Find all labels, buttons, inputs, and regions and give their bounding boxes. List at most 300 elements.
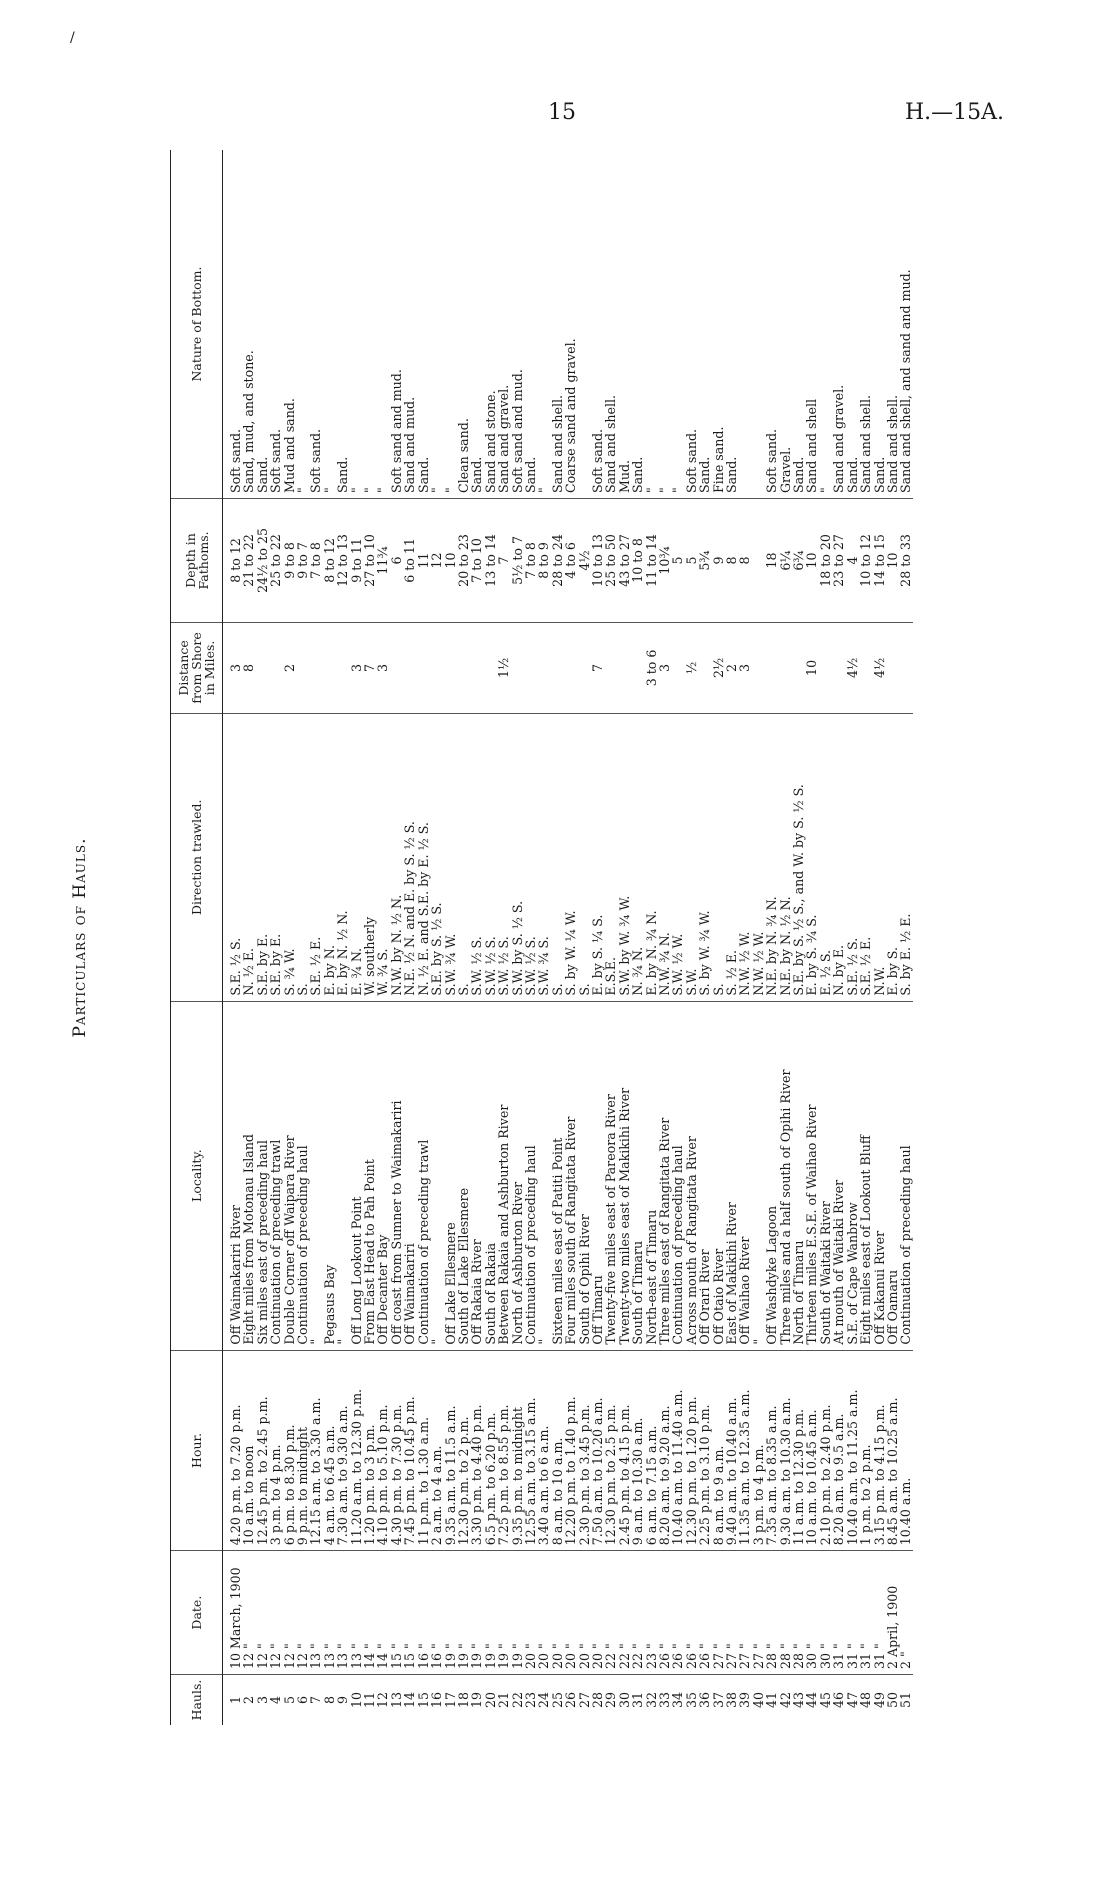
cell-date: 31 " <box>859 1551 872 1675</box>
cell-direction: S. ¾ W. <box>283 713 296 1001</box>
cell-depth: 4 <box>846 499 859 623</box>
cell-bottom: " <box>323 150 336 499</box>
cell-distance <box>537 622 550 713</box>
cell-locality: Across mouth of Rangitata River <box>685 1001 698 1350</box>
cell-locality: Eight miles east of Lookout Bluff <box>859 1001 872 1350</box>
cell-hour: 9.30 a.m. to 10.30 a.m. <box>779 1350 792 1551</box>
cell-bottom: Sand. <box>631 150 644 499</box>
cell-haul: 19 <box>469 1692 485 1709</box>
cell-direction: S.W. ½ S. <box>484 713 497 1001</box>
table-row <box>631 150 644 1725</box>
header-hour: Hour. <box>171 1350 223 1551</box>
cell-distance <box>765 622 778 713</box>
cell-hour: 7.25 p.m. to 8.55 p.m. <box>497 1350 510 1551</box>
cell-direction: S. ½ E. <box>725 713 738 1001</box>
cell-date: 2 April, 1900 <box>886 1551 899 1675</box>
cell-hour: 9.40 a.m. to 10.40 a.m. <box>725 1350 738 1551</box>
cell-direction: N.W. <box>873 713 886 1001</box>
table-row <box>403 150 416 1725</box>
table-row <box>323 150 336 1725</box>
cell-bottom: Soft sand and mud. <box>511 150 524 499</box>
cell-depth: 12 <box>430 499 443 623</box>
cell-date: 27 " <box>725 1551 738 1675</box>
cell-bottom: " <box>645 150 658 499</box>
rotated-table-container <box>70 150 1020 1725</box>
cell-distance: 3 <box>350 622 363 713</box>
cell-distance <box>269 622 282 713</box>
cell-haul: 45 <box>817 1692 833 1709</box>
cell-depth: 24½ to 25 <box>256 499 269 623</box>
table-row <box>604 150 617 1725</box>
cell-bottom: Sand, mud, and stone. <box>242 150 255 499</box>
cell-bottom: Sand and stone. <box>484 150 497 499</box>
cell-depth: 8 to 12 <box>223 499 243 623</box>
cell-locality: Continuation of preceding trawl <box>269 1001 282 1350</box>
cell-distance <box>470 622 483 713</box>
cell-distance <box>256 622 269 713</box>
cell-bottom: Soft sand. <box>269 150 282 499</box>
cell-haul: 6 <box>295 1696 311 1705</box>
cell-bottom <box>752 150 765 499</box>
cell-distance <box>430 622 443 713</box>
cell-haul: 3 <box>254 1696 270 1705</box>
cell-hour: 11 a.m. to 12.30 p.m. <box>792 1350 805 1551</box>
cell-bottom: Soft sand. <box>223 150 243 499</box>
table-row <box>363 150 376 1725</box>
cell-hour: 4.20 p.m. to 7.20 p.m. <box>223 1350 243 1551</box>
cell-distance <box>618 622 631 713</box>
cell-date: 27 " <box>738 1551 751 1675</box>
cell-hour: 3.15 p.m. to 4.15 p.m. <box>873 1350 886 1551</box>
cell-direction: W. ¾ S. <box>376 713 389 1001</box>
cell-depth: 4½ <box>578 499 591 623</box>
cell-depth: 6 to 11 <box>403 499 416 623</box>
cell-bottom: " <box>671 150 684 499</box>
cell-bottom: Sand. <box>417 150 430 499</box>
cell-haul: 11 <box>362 1692 378 1709</box>
cell-haul: 33 <box>657 1692 672 1709</box>
cell-haul: 46 <box>831 1692 847 1709</box>
cell-bottom: Mud and sand. <box>283 150 296 499</box>
cell-distance: 2½ <box>712 622 725 713</box>
cell-hour: 12.45 p.m. to 2.45 p.m. <box>256 1350 269 1551</box>
cell-haul: 40 <box>750 1692 766 1709</box>
cell-bottom: Soft sand and mud. <box>390 150 403 499</box>
cell-direction: S.W. by S. ½ S. <box>511 713 524 1001</box>
cell-date: 12 " <box>269 1551 282 1675</box>
cell-distance <box>309 622 322 713</box>
cell-bottom: Sand. <box>725 150 738 499</box>
cell-locality: Off Decanter Bay <box>376 1001 389 1350</box>
cell-bottom: Soft sand. <box>591 150 604 499</box>
table-row <box>511 150 524 1725</box>
cell-bottom: " <box>444 150 457 499</box>
cell-locality: " <box>430 1001 443 1350</box>
table-row <box>752 150 765 1725</box>
cell-hour: 7.35 a.m. to 8.35 a.m. <box>765 1350 778 1551</box>
cell-bottom: Soft sand. <box>765 150 778 499</box>
table-row <box>765 150 778 1725</box>
cell-hour: 10.40 a.m. to 11.40 a.m. <box>671 1350 684 1551</box>
cell-hour: 4.10 p.m. to 5.10 p.m. <box>376 1350 389 1551</box>
cell-distance <box>323 622 336 713</box>
table-row <box>564 150 577 1725</box>
cell-hour: 11.35 a.m. to 12.35 a.m. <box>738 1350 751 1551</box>
cell-direction: S.W. <box>685 713 698 1001</box>
table-row <box>417 150 430 1725</box>
cell-direction: N.E. by N. ½ N. <box>779 713 792 1001</box>
cell-date: 31 " <box>832 1551 845 1675</box>
cell-depth: 14 to 15 <box>873 499 886 623</box>
cell-haul: 1 <box>228 1696 243 1705</box>
cell-haul: 31 <box>630 1692 646 1709</box>
cell-bottom <box>738 150 751 499</box>
cell-direction: S.W. ½ W. <box>671 713 684 1001</box>
cell-direction: S.W. ¾ W. <box>444 713 457 1001</box>
cell-distance <box>752 622 765 713</box>
cell-locality: Off Kakanui River <box>873 1001 886 1350</box>
cell-bottom: " <box>296 150 309 499</box>
table-row <box>859 150 872 1725</box>
cell-bottom: Sand and shell, and sand and mud. <box>899 150 912 499</box>
cell-bottom: Sand. <box>792 150 805 499</box>
header-bottom: Nature of Bottom. <box>171 150 223 499</box>
cell-depth: 4 to 6 <box>564 499 577 623</box>
cell-distance: 3 <box>658 622 671 713</box>
cell-date: 12 " <box>283 1551 296 1675</box>
cell-date: 26 " <box>658 1551 671 1675</box>
cell-bottom: Sand. <box>470 150 483 499</box>
cell-hour: 12.20 p.m. to 1.40 p.m. <box>564 1350 577 1551</box>
cell-date: 31 " <box>846 1551 859 1675</box>
cell-locality: Off Long Lookout Point <box>350 1001 363 1350</box>
cell-bottom: Sand and gravel. <box>497 150 510 499</box>
cell-date: 13 " <box>336 1551 349 1675</box>
cell-direction: N.W. ½ W. <box>752 713 765 1001</box>
cell-haul: 42 <box>777 1692 793 1709</box>
cell-haul: 13 <box>388 1692 404 1709</box>
header-haul: Hauls. <box>171 1675 223 1725</box>
cell-hour: 8.20 a.m. to 9.20 a.m. <box>658 1350 671 1551</box>
cell-haul: 7 <box>308 1696 324 1705</box>
cell-haul: 15 <box>415 1692 431 1709</box>
cell-locality: Off Timaru <box>591 1001 604 1350</box>
cell-haul: 10 <box>348 1692 364 1709</box>
cell-locality: Off Waimakariri <box>403 1001 416 1350</box>
table-row <box>578 150 591 1725</box>
cell-bottom: " <box>430 150 443 499</box>
cell-depth: 5½ to 7 <box>511 499 524 623</box>
cell-locality: Three miles east of Rangitata River <box>658 1001 671 1350</box>
cell-hour: 2.25 p.m. to 3.10 p.m. <box>698 1350 711 1551</box>
cell-direction: W. southerly <box>363 713 376 1001</box>
cell-direction: S. <box>551 713 564 1001</box>
cell-haul: 51 <box>898 1692 914 1709</box>
cell-hour: 12.30 p.m. to 2.5 p.m. <box>604 1350 617 1551</box>
cell-date: 16 " <box>417 1551 430 1675</box>
cell-depth: 28 to 33 <box>899 499 912 623</box>
cell-direction: E. by S. ¾ S. <box>805 713 818 1001</box>
table-title: Particulars of Hauls. <box>70 837 90 1038</box>
cell-date: 12 " <box>256 1551 269 1675</box>
cell-date: 27 " <box>752 1551 765 1675</box>
cell-bottom: " <box>819 150 832 499</box>
table-row <box>430 150 443 1725</box>
cell-locality: Off Waimakariri River <box>223 1001 243 1350</box>
table-row <box>269 150 282 1725</box>
cell-direction: N.E. ½ N. and E. by S. ½ S. <box>403 713 416 1001</box>
cell-date: 31 " <box>873 1551 886 1675</box>
cell-hour: 3 p.m. to 4 p.m. <box>752 1350 765 1551</box>
cell-depth: 8 <box>738 499 751 623</box>
cell-distance: 2 <box>725 622 738 713</box>
cell-date: 10 March, 1900 <box>223 1551 243 1675</box>
cell-date: 20 " <box>551 1551 564 1675</box>
cell-date: 27 " <box>712 1551 725 1675</box>
cell-bottom: Sand. <box>256 150 269 499</box>
cell-distance <box>631 622 644 713</box>
cell-distance: 7 <box>591 622 604 713</box>
cell-direction: E. by N. <box>323 713 336 1001</box>
cell-direction: N. ¾ N. <box>631 713 644 1001</box>
cell-depth: 9 to 7 <box>296 499 309 623</box>
cell-bottom: Clean sand. <box>457 150 470 499</box>
cell-depth: 8 to 12 <box>323 499 336 623</box>
cell-distance <box>832 622 845 713</box>
cell-depth: 7 to 10 <box>470 499 483 623</box>
cell-hour: 9 a.m. to 10.30 a.m. <box>631 1350 644 1551</box>
table-row <box>457 150 470 1725</box>
cell-date: 14 " <box>376 1551 389 1675</box>
cell-hour: 2.45 p.m. to 4.15 p.m. <box>618 1350 631 1551</box>
cell-haul: 5 <box>281 1696 297 1705</box>
cell-direction: S. <box>296 713 309 1001</box>
cell-date: 2 " <box>899 1551 912 1675</box>
cell-direction: S.E. by S. ½ S., and W. by S. ½ S. <box>792 713 805 1001</box>
cell-hour: 1.20 p.m. to 3 p.m. <box>363 1350 376 1551</box>
cell-depth: 9 to 8 <box>283 499 296 623</box>
cell-date: 19 " <box>484 1551 497 1675</box>
cell-depth: 18 <box>765 499 778 623</box>
cell-bottom: Sand and shell. <box>551 150 564 499</box>
cell-haul: 4 <box>268 1696 284 1705</box>
cell-locality: Eight miles from Motonau Island <box>242 1001 255 1350</box>
cell-direction: S.E. by S. ½ S. <box>430 713 443 1001</box>
cell-bottom: Sand and gravel. <box>832 150 845 499</box>
cell-distance <box>444 622 457 713</box>
cell-hour: 10 a.m. to 10.45 a.m. <box>805 1350 818 1551</box>
table-row <box>223 150 243 1725</box>
cell-date: 15 " <box>403 1551 416 1675</box>
cell-date: 20 " <box>537 1551 550 1675</box>
cell-locality: " <box>336 1001 349 1350</box>
cell-locality: Off Otaio River <box>712 1001 725 1350</box>
cell-depth: 6¾ <box>792 499 805 623</box>
cell-haul: 29 <box>603 1692 619 1709</box>
cell-distance <box>899 622 912 713</box>
cell-date: 20 " <box>578 1551 591 1675</box>
cell-direction: S.W. ½ S. <box>470 713 483 1001</box>
cell-haul: 38 <box>724 1692 740 1709</box>
cell-bottom: Sand. <box>524 150 537 499</box>
cell-locality: South of Rakaia <box>484 1001 497 1350</box>
cell-date: 16 " <box>430 1551 443 1675</box>
table-row <box>309 150 322 1725</box>
cell-hour: 12.15 a.m. to 3.30 a.m. <box>309 1350 322 1551</box>
cell-haul: 41 <box>764 1692 780 1709</box>
cell-depth: 7 to 8 <box>524 499 537 623</box>
cell-depth: 20 to 23 <box>457 499 470 623</box>
cell-haul: 26 <box>563 1692 579 1709</box>
cell-distance: 4½ <box>846 622 859 713</box>
cell-locality: South of Timaru <box>631 1001 644 1350</box>
cell-depth: 23 to 27 <box>832 499 845 623</box>
cell-hour: 9.35 a.m. to 11.5 a.m. <box>444 1350 457 1551</box>
header-row <box>171 150 223 1725</box>
cell-distance: 3 <box>738 622 751 713</box>
cell-distance <box>390 622 403 713</box>
table-row <box>591 150 604 1725</box>
cell-depth: 11¾ <box>376 499 389 623</box>
cell-date: 19 " <box>511 1551 524 1675</box>
table-row <box>444 150 457 1725</box>
cell-distance <box>484 622 497 713</box>
cell-direction: S.E. ½ S. <box>223 713 243 1001</box>
cell-depth: 11 <box>417 499 430 623</box>
cell-distance: 2 <box>283 622 296 713</box>
cell-distance <box>819 622 832 713</box>
cell-direction: S.W. ½ S. <box>524 713 537 1001</box>
cell-hour: 8.20 a.m. to 9.5 a.m. <box>832 1350 845 1551</box>
cell-depth: 25 to 22 <box>269 499 282 623</box>
cell-distance: 3 <box>376 622 389 713</box>
cell-direction: N.W. ½ W. <box>738 713 751 1001</box>
table-row <box>671 150 684 1725</box>
cell-date: 13 " <box>309 1551 322 1675</box>
cell-depth: 10 to 13 <box>591 499 604 623</box>
cell-haul: 36 <box>697 1692 713 1709</box>
table-row <box>524 150 537 1725</box>
table-row <box>886 150 899 1725</box>
cell-distance <box>792 622 805 713</box>
cell-direction: S.E. ½ E. <box>859 713 872 1001</box>
cell-distance <box>698 622 711 713</box>
cell-haul: 14 <box>402 1692 418 1709</box>
cell-hour: 2 a.m. to 4 a.m. <box>430 1350 443 1551</box>
cell-depth: 5¾ <box>698 499 711 623</box>
table-row <box>376 150 389 1725</box>
cell-depth: 43 to 27 <box>618 499 631 623</box>
cell-hour: 4 a.m. to 6.45 a.m. <box>323 1350 336 1551</box>
cell-depth: 10 to 12 <box>859 499 872 623</box>
cell-date: 14 " <box>363 1551 376 1675</box>
cell-locality: Twenty-two miles east of Makikihi River <box>618 1001 631 1350</box>
cell-haul: 32 <box>643 1692 659 1709</box>
cell-locality: From East Head to Pah Point <box>363 1001 376 1350</box>
cell-hour: 9 p.m. to midnight <box>296 1350 309 1551</box>
table-row <box>658 150 671 1725</box>
cell-depth: 6¼ <box>779 499 792 623</box>
cell-locality: South of Waitaki River <box>819 1001 832 1350</box>
cell-haul: 47 <box>844 1692 860 1709</box>
cell-hour: 12.55 a.m. to 3.15 a.m. <box>524 1350 537 1551</box>
cell-direction: E. by S. <box>886 713 899 1001</box>
cell-direction: S.W. by W. ¾ W. <box>618 713 631 1001</box>
table-row <box>497 150 510 1725</box>
cell-date: 26 " <box>685 1551 698 1675</box>
cell-locality: Thirteen miles E.S.E. of Waihao River <box>805 1001 818 1350</box>
cell-date: 19 " <box>470 1551 483 1675</box>
table-row <box>618 150 631 1725</box>
table-row <box>336 150 349 1725</box>
table-row <box>685 150 698 1725</box>
table-row <box>738 150 751 1725</box>
cell-depth: 10 to 8 <box>631 499 644 623</box>
cell-bottom: " <box>376 150 389 499</box>
cell-bottom: Sand and shell <box>805 150 818 499</box>
table-row <box>645 150 658 1725</box>
table-row <box>792 150 805 1725</box>
cell-hour: 10 a.m. to noon <box>242 1350 255 1551</box>
cell-hour: 8.45 a.m. to 10.25 a.m. <box>886 1350 899 1551</box>
cell-locality: North of Timaru <box>792 1001 805 1350</box>
cell-locality: S.E. of Cape Wanbrow <box>846 1001 859 1350</box>
cell-hour: 8 a.m. to 10 a.m. <box>551 1350 564 1551</box>
cell-locality: North of Ashburton River <box>511 1001 524 1350</box>
cell-distance <box>524 622 537 713</box>
cell-haul: 27 <box>576 1692 592 1709</box>
cell-date: 13 " <box>323 1551 336 1675</box>
cell-depth: 8 <box>725 499 738 623</box>
cell-hour: 10.40 a.m. <box>899 1350 912 1551</box>
header-direction: Direction trawled. <box>171 713 223 1001</box>
cell-hour: 11.20 a.m. to 12.30 p.m. <box>350 1350 363 1551</box>
cell-haul: 8 <box>321 1696 337 1705</box>
cell-date: 15 " <box>390 1551 403 1675</box>
table-row <box>296 150 309 1725</box>
table-body <box>223 150 913 1725</box>
cell-hour: 3.40 a.m. to 6 a.m. <box>537 1350 550 1551</box>
table-row <box>832 150 845 1725</box>
cell-date: 20 " <box>564 1551 577 1675</box>
table-row <box>779 150 792 1725</box>
cell-hour: 7.45 p.m. to 10.45 p.m. <box>403 1350 416 1551</box>
cell-bottom: Sand and shell. <box>886 150 899 499</box>
hauls-table <box>170 150 913 1725</box>
cell-depth: 18 to 20 <box>819 499 832 623</box>
cell-depth: 9 <box>712 499 725 623</box>
cell-bottom: Coarse sand and gravel. <box>564 150 577 499</box>
cell-locality: Off coast from Sumner to Waimakariri <box>390 1001 403 1350</box>
cell-haul: 30 <box>616 1692 632 1709</box>
cell-depth: 9 to 11 <box>350 499 363 623</box>
cell-direction: N. by E. <box>832 713 845 1001</box>
cell-bottom: Sand. <box>698 150 711 499</box>
cell-date: 28 " <box>779 1551 792 1675</box>
cell-distance <box>296 622 309 713</box>
cell-bottom: Sand and mud. <box>403 150 416 499</box>
cell-haul: 18 <box>455 1692 471 1709</box>
cell-date: 30 " <box>805 1551 818 1675</box>
cell-locality: Six miles east of preceding haul <box>256 1001 269 1350</box>
cell-direction: N.E. by N. ¾ N. <box>765 713 778 1001</box>
cell-locality: South of Opihi River <box>578 1001 591 1350</box>
cell-distance: 4½ <box>873 622 886 713</box>
cell-distance: 1½ <box>497 622 510 713</box>
cell-depth: 10 <box>805 499 818 623</box>
cell-locality: Continuation of preceding haul <box>296 1001 309 1350</box>
cell-direction: E. ½ S. <box>819 713 832 1001</box>
